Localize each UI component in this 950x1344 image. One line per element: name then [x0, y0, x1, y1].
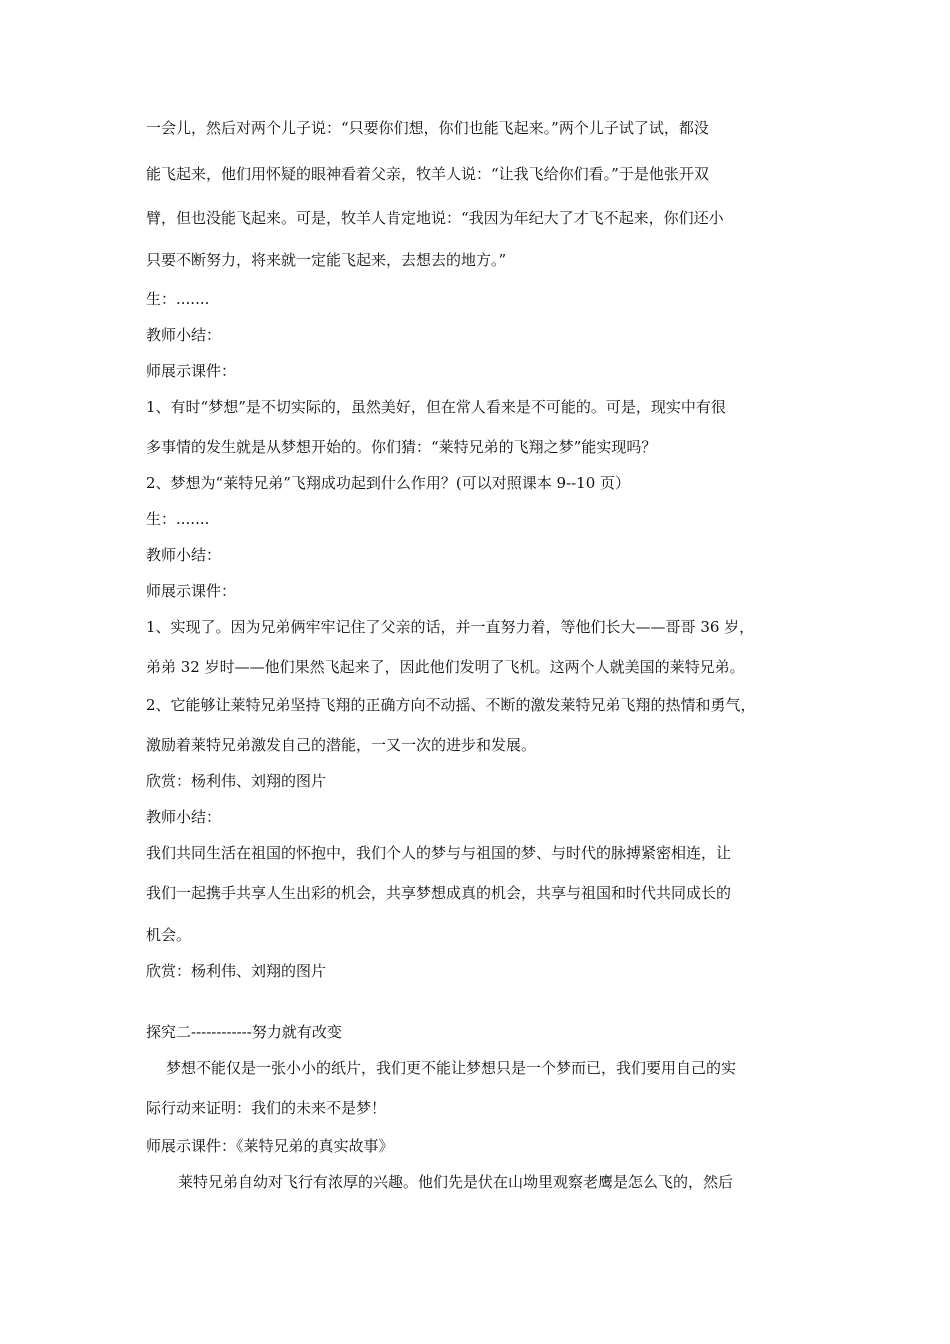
courseware-label-1: 师展示课件：	[146, 362, 237, 380]
question-1-line-1: 1、有时“梦想”是不切实际的，虽然美好，但在常人看来是不可能的。可是，现实中有很	[146, 398, 726, 416]
question-1-line-2: 多事情的发生就是从梦想开始的。你们猜：“莱特兄弟的飞翔之梦”能实现吗？	[146, 438, 657, 456]
summary-line-2: 我们一起携手共享人生出彩的机会，共享梦想成真的机会，共享与祖国和时代共同成长的	[146, 884, 732, 902]
appreciation-2: 欣赏：杨利伟、刘翔的图片	[146, 962, 327, 980]
answer-1-line-1: 1、实现了。因为兄弟俩牢牢记住了父亲的话，并一直努力着，等他们长大——哥哥 36 岁，	[146, 618, 755, 636]
text-line-3: 臂，但也没能飞起来。可是，牧羊人肯定地说：“我因为年纪大了才飞不起来，你们还小	[146, 209, 724, 227]
courseware-label-3: 师展示课件：《莱特兄弟的真实故事》	[146, 1137, 394, 1155]
section-heading-explore-2: 探究二------------努力就有改变	[146, 1023, 342, 1041]
paragraph-line-1: 梦想不能仅是一张小小的纸片，我们更不能让梦想只是一个梦而已，我们要用自己的实	[166, 1059, 737, 1077]
answer-1-line-2: 弟弟 32 岁时——他们果然飞起来了，因此他们发明了飞机。这两个人就美国的莱特兄弟。	[146, 658, 745, 676]
student-response-1: 生：.......	[146, 290, 210, 308]
teacher-summary-label-1: 教师小结：	[146, 326, 222, 344]
summary-line-1: 我们共同生活在祖国的怀抱中，我们个人的梦与与祖国的梦、与时代的脉搏紧密相连，让	[146, 844, 732, 862]
student-response-2: 生：.......	[146, 510, 210, 528]
text-line-2: 能飞起来，他们用怀疑的眼神看着父亲，牧羊人说：“让我飞给你们看。”于是他张开双	[146, 165, 709, 183]
question-2: 2、梦想为“莱特兄弟”飞翔成功起到什么作用？(可以对照课本 9--10 页）	[146, 474, 631, 492]
courseware-label-2: 师展示课件：	[146, 582, 237, 600]
appreciation-1: 欣赏：杨利伟、刘翔的图片	[146, 772, 327, 790]
paragraph-line-2: 际行动来证明：我们的未来不是梦！	[146, 1099, 387, 1117]
summary-line-3: 机会。	[146, 926, 192, 944]
teacher-summary-label-2: 教师小结：	[146, 546, 222, 564]
text-line-4: 只要不断努力，将来就一定能飞起来，去想去的地方。”	[146, 251, 507, 269]
answer-2-line-1: 2、它能够让莱特兄弟坚持飞翔的正确方向不动摇、不断的激发莱特兄弟飞翔的热情和勇气，	[146, 696, 756, 714]
teacher-summary-label-3: 教师小结：	[146, 808, 222, 826]
text-line-1: 一会儿，然后对两个儿子说：“只要你们想，你们也能飞起来。”两个儿子试了试，都没	[146, 119, 709, 137]
answer-2-line-2: 激励着莱特兄弟激发自己的潜能，一又一次的进步和发展。	[146, 736, 537, 754]
story-line-1: 莱特兄弟自幼对飞行有浓厚的兴趣。他们先是伏在山坳里观察老鹰是怎么飞的，然后	[178, 1173, 734, 1191]
